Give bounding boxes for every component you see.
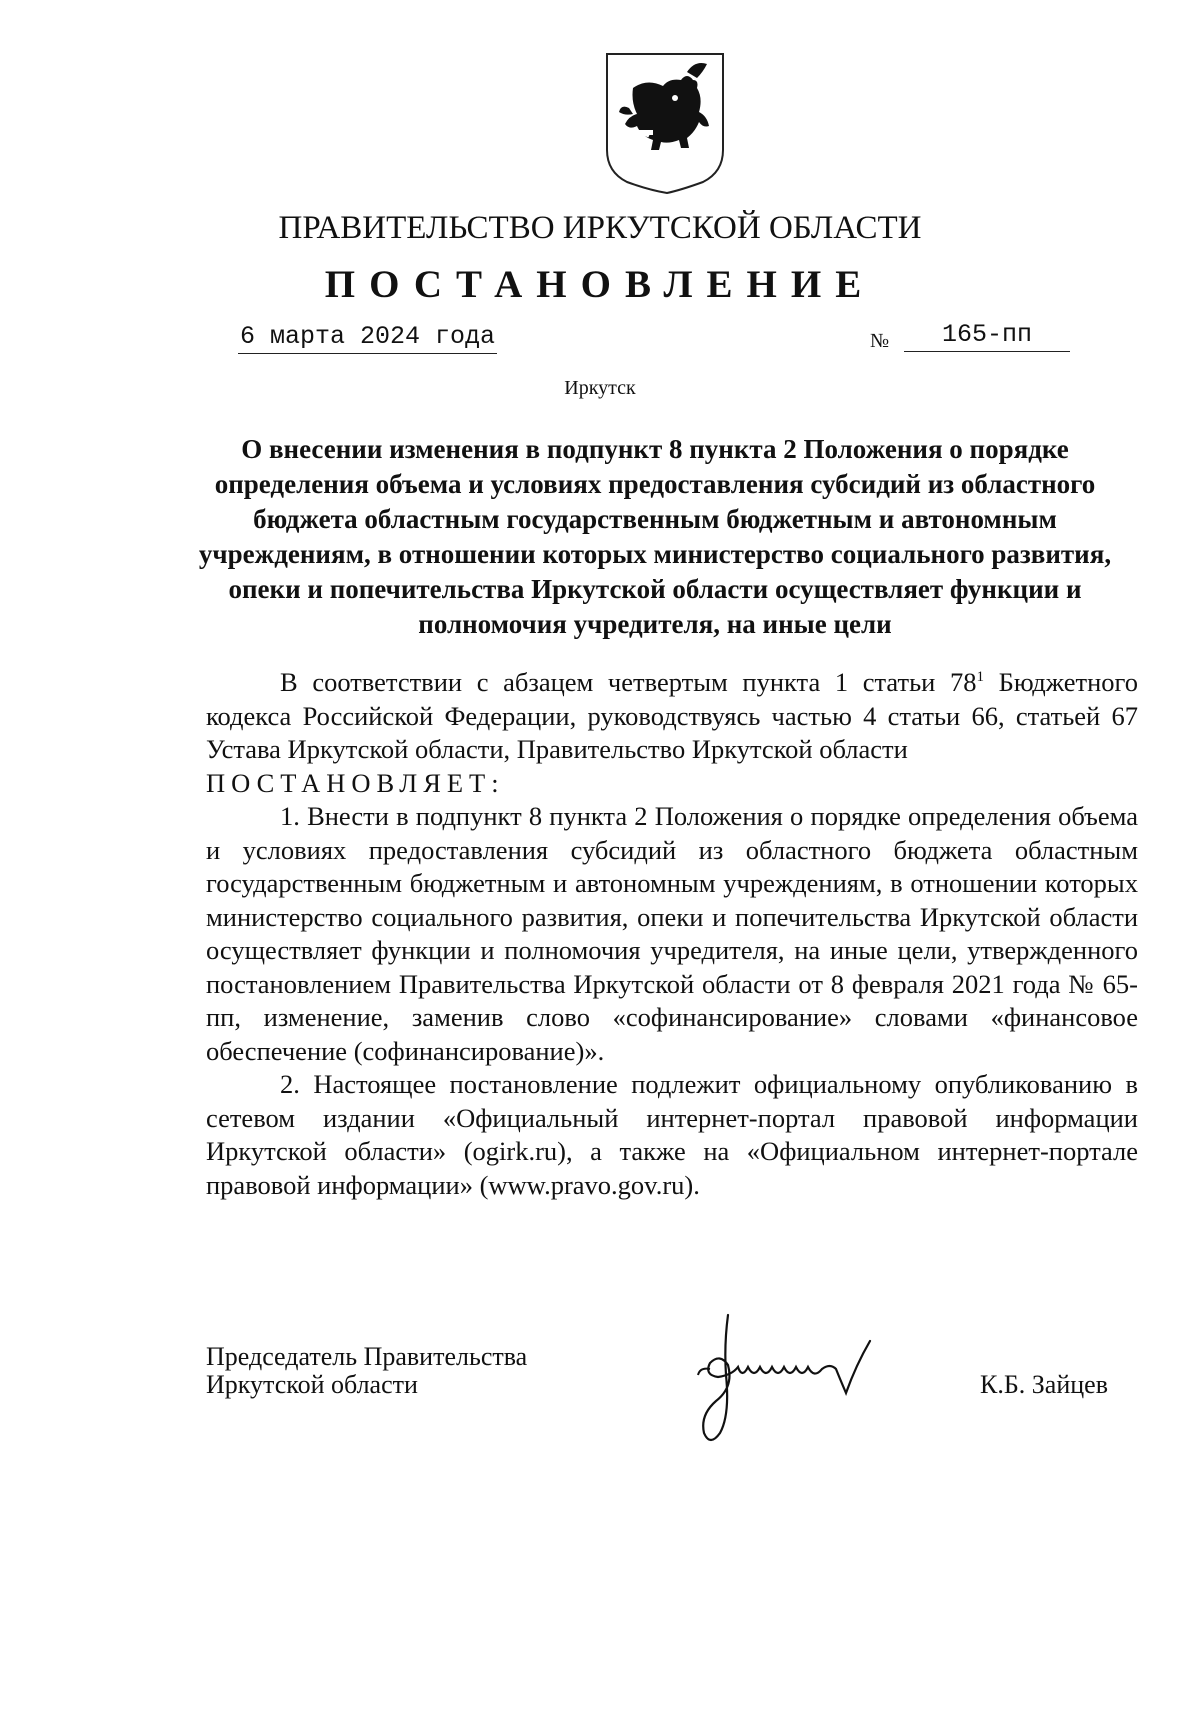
document-subject: О внесении изменения в подпункт 8 пункта 2 Положения о порядке определения объема и условиях предоставления субсидий из областного бюджета областным государственным бюджетным и автономным учреждениям, в отношении которых министерство социального развития, опеки и попечительства Иркутской области осуществляет функции и полномочия учредителя, на иные цели [198,434,1112,639]
document-type: ПОСТАНОВЛЕНИЕ [324,263,876,306]
preamble-text-b: Бюджетного кодекса Российской Федерации, руководствуясь частью 4 статьи 66, статьей 67 Устава Иркутской области, Правительство Иркутской области [206,667,1138,764]
irkutsk-coat-of-arms-icon [603,50,727,195]
signer-position-line-1: Председатель Правительства [206,1342,528,1371]
document-city: Иркутск [564,377,636,399]
document-date-value: 6 марта 2024 года [238,322,497,354]
number-label: № [870,330,890,352]
document-number: 165-пп [904,320,1070,352]
item-1-paragraph: 1. Внести в подпункт 8 пункта 2 Положения о порядке определения объема и условиях предоставления субсидий из областного бюджета областным государственным бюджетным и автономным учреждениям, в отношении которых министерство социального развития, опеки и попечительства Иркутской области осуществляет функции и полномочия учредителя, на иные цели, утвержденного постановлением Правительства Иркутской области от 8 февраля 2021 года № 65-пп, изменение, заменив слово «софинансирование» словами «финансовое обеспечение (софинансирование)». [206,801,1138,1066]
signer-position [206,1343,527,1399]
preamble-paragraph [206,666,1138,767]
signer-position-line-2: Иркутской области [206,1370,418,1399]
signer-name: К.Б. Зайцев [980,1370,1108,1399]
preamble-superscript: 1 [976,669,984,686]
decree-word: ПОСТАНОВЛЯЕТ: [206,767,505,798]
document-body [206,666,1138,1202]
item-2-paragraph: 2. Настоящее постановление подлежит официальному опубликованию в сетевом издании «Официальный интернет-портал правовой информации Иркутской области» (ogirk.ru), а также на «Официальном интернет-портале правовой информации» (www.pravo.gov.ru). [206,1069,1138,1200]
handwritten-signature-icon [690,1305,960,1455]
government-title: ПРАВИТЕЛЬСТВО ИРКУТСКОЙ ОБЛАСТИ [278,210,922,246]
document-date [238,322,497,354]
preamble-text-a: В соответствии с абзацем четвертым пункта 1 статьи 78 [280,667,977,697]
